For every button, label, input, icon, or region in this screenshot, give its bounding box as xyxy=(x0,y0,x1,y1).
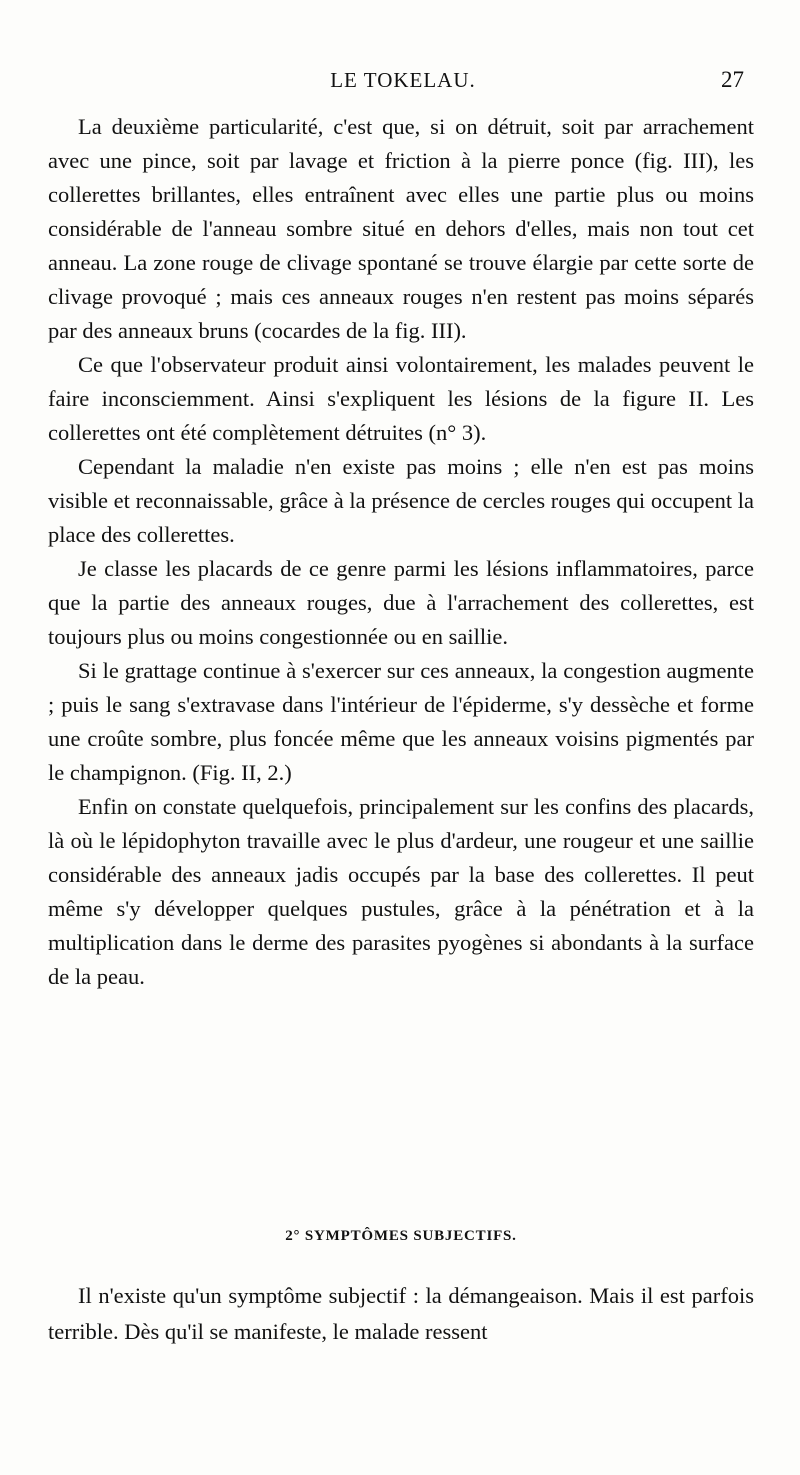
running-title: LE TOKELAU. xyxy=(330,68,476,92)
paragraph: Enfin on constate quelquefois, principalement sur les confins des placards, là où le lépidophyton travaille avec le plus d'ardeur, une rougeur et une saillie considérable des anneaux jadis occupés par la base des collerettes. Il peut même s'y développer quelques pustules, grâce à la pénétration et à la multiplication dans le derme des parasites pyogènes si abondants à la surface de la peau. xyxy=(48,794,754,989)
paragraph: Il n'existe qu'un symptôme subjectif : la démangeaison. Mais il est parfois terrible. Dès qu'il se manifeste, le malade ressent xyxy=(48,1283,754,1344)
paragraph: Ce que l'observateur produit ainsi volontairement, les malades peuvent le faire inconsciemment. Ainsi s'expliquent les lésions de la figure II. Les collerettes ont été complètement détruites (n° 3). xyxy=(48,352,754,445)
paragraph: Je classe les placards de ce genre parmi les lésions inflammatoires, parce que la partie des anneaux rouges, due à l'arrachement des collerettes, est toujours plus ou moins congestionnée ou en saillie. xyxy=(48,556,754,649)
body-text xyxy=(48,110,754,994)
page-header xyxy=(62,64,744,100)
paragraph: Cependant la maladie n'en existe pas moins ; elle n'en est pas moins visible et reconnaissable, grâce à la présence de cercles rouges qui occupent la place des collerettes. xyxy=(48,454,754,547)
section-heading: 2° SYMPTÔMES SUBJECTIFS. xyxy=(285,1228,517,1244)
paragraph: Si le grattage continue à s'exercer sur ces anneaux, la congestion augmente ; puis le sang s'extravase dans l'intérieur de l'épiderme, s'y dessèche et forme une croûte sombre, plus foncée même que les anneaux voisins pigmentés par le champignon. (Fig. II, 2.) xyxy=(48,658,754,785)
tail-text xyxy=(48,1278,754,1350)
paragraph: La deuxième particularité, c'est que, si on détruit, soit par arrachement avec une pince, soit par lavage et friction à la pierre ponce (fig. III), les collerettes brillantes, elles entraînent avec elles une partie plus ou moins considérable de l'anneau sombre situé en dehors d'elles, mais non tout cet anneau. La zone rouge de clivage spontané se trouve élargie par cette sorte de clivage provoqué ; mais ces anneaux rouges n'en restent pas moins séparés par des anneaux bruns (cocardes de la fig. III). xyxy=(48,114,754,343)
page-number: 27 xyxy=(721,67,744,92)
